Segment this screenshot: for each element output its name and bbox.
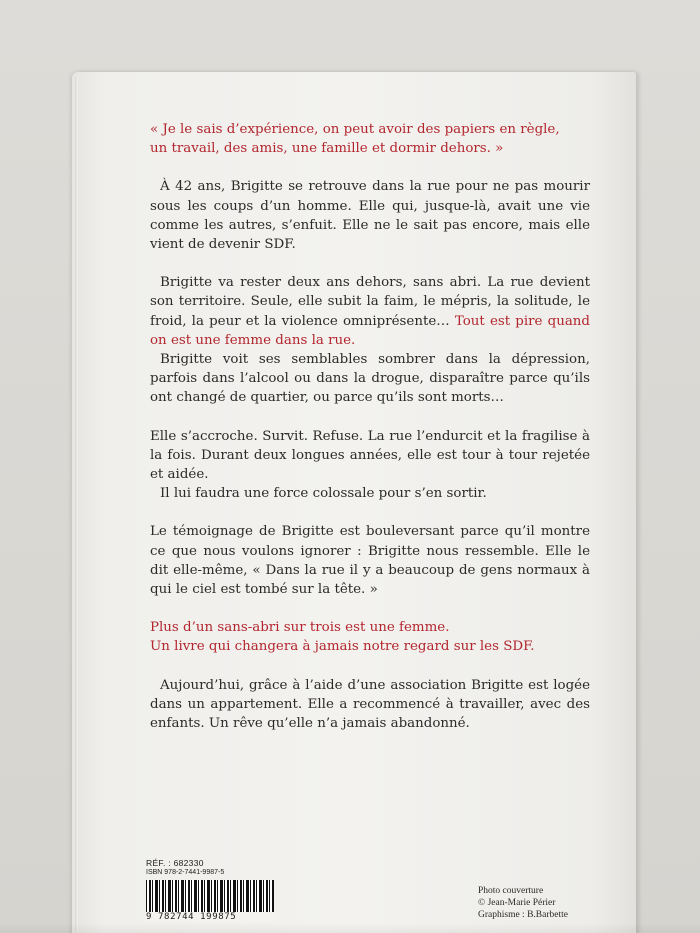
barcode-digits: 9 782744 199875 bbox=[146, 912, 276, 922]
credits-photo-label: Photo couverture bbox=[478, 886, 544, 896]
highlight-statements bbox=[150, 618, 590, 656]
credits-design: Graphisme : B.Barbette bbox=[478, 910, 568, 920]
back-cover-blurb bbox=[150, 120, 590, 752]
paragraph-intro: À 42 ans, Brigitte se retrouve dans la rue pour ne pas mourir sous les coups d’un homme. Elle qui, jusque-là, avait une vie comme les autres, s’enfuit. Elle ne le sait pas encore, mais elle vient de devenir SDF. bbox=[150, 179, 590, 253]
paragraph-depression: Brigitte voit ses semblables sombrer dans la dépression, parfois dans l’alcool ou dans la drogue, disparaître parce qu’ils ont changé de quartier, ou parce qu’ils sont morts… bbox=[150, 352, 590, 406]
bottom-shadow bbox=[0, 923, 700, 933]
paragraph-survival: Elle s’accroche. Survit. Refuse. La rue l’endurcit et la fragilise à la fois. Durant deux longues années, elle est tour à tour rejetée et aidée. bbox=[150, 428, 590, 483]
credits-photographer: © Jean-Marie Périer bbox=[478, 898, 556, 908]
highlight-line-2: Un livre qui changera à jamais notre regard sur les SDF. bbox=[150, 639, 535, 655]
paragraph-street bbox=[150, 273, 590, 350]
paragraph-testimony: Le témoignage de Brigitte est bouleversant parce qu’il montre ce que nous voulons ignorer : Brigitte nous ressemble. Elle le dit elle-même, « Dans la rue il y a beaucoup de gens normaux à qui le ciel est tombé sur la tête. » bbox=[150, 524, 590, 598]
paragraph-strength: Il lui faudra une force colossale pour s’en sortir. bbox=[160, 486, 487, 502]
opening-quote bbox=[150, 120, 590, 158]
spine-crease bbox=[75, 76, 78, 933]
highlight-line-1: Plus d’un sans-abri sur trois est une femme. bbox=[150, 620, 450, 636]
paragraph-street-highlight: Tout est pire quand on est une femme dans la rue. bbox=[150, 313, 591, 348]
paragraph-today: Aujourd’hui, grâce à l’aide d’une association Brigitte est logée dans un appartement. Elle a recommencé à travailler, avec des enfants. Un rêve qu’elle n’a jamais abandonné. bbox=[150, 677, 590, 732]
barcode-block bbox=[146, 858, 286, 922]
book-back-cover bbox=[72, 72, 636, 933]
cover-credits bbox=[478, 885, 598, 921]
reference-number: RÉF. : 682330 bbox=[146, 858, 204, 868]
quote-line-2: un travail, des amis, une famille et dormir dehors. » bbox=[150, 141, 504, 157]
paragraph-street-text: Brigitte va rester deux ans dehors, sans abri. La rue devient son territoire. Seule, elle subit la faim, le mépris, la solitude, le froid, la peur et la violence omniprésente… bbox=[150, 275, 590, 329]
isbn-number: ISBN 978-2-7441-9987-5 bbox=[146, 869, 225, 876]
quote-line-1: « Je le sais d’expérience, on peut avoir des papiers en règle, bbox=[150, 122, 560, 137]
